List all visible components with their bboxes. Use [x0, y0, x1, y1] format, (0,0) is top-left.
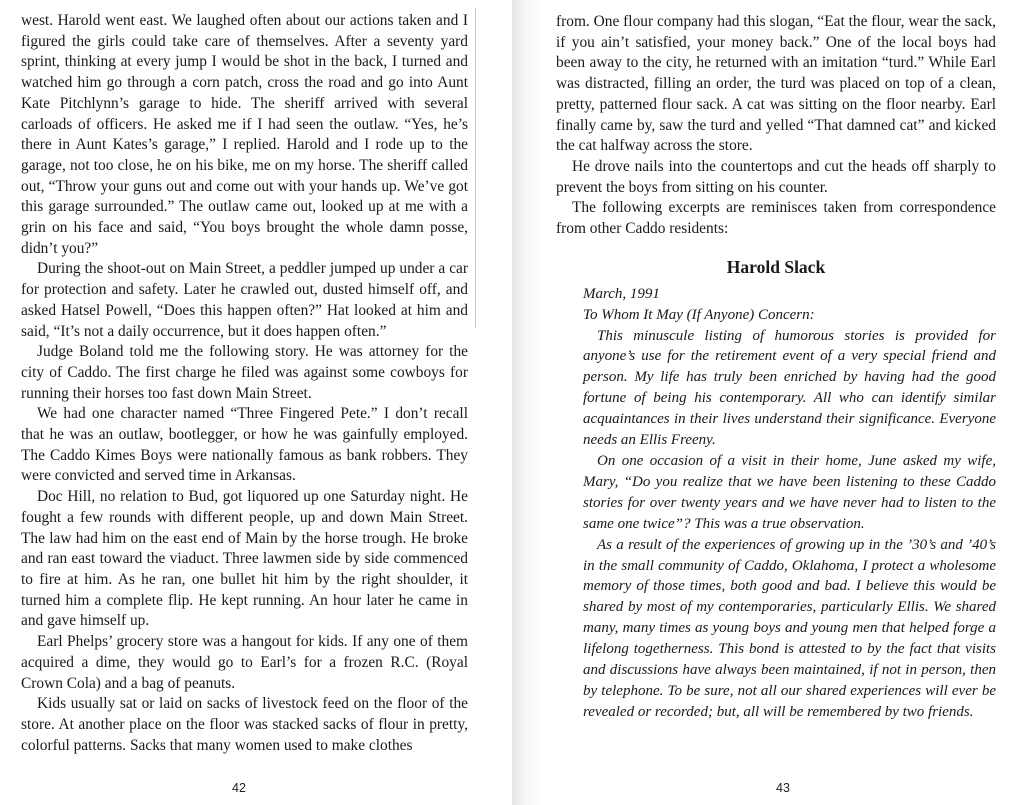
paragraph: west. Harold went east. We laughed often about our actions taken and I figured the girls could take care of themselves. After a seventy yard sprint, thinking at every jump I would be shot in the back, I turned and watched him go through a corn patch, cross the road and go into Aunt Kate Pitchlynn’s garage to hide. The sheriff arrived with several carloads of officers. He asked me if I had seen the outlaw. “Yes, he’s there in Aunt Kates’s garage,” I replied. Harold and I rode up to the garage, not too close, he on his bike, me on my horse. The sheriff called out, “Throw your guns out and come out with your hands up. We’ve got this garage surrounded.” The outlaw came out, looked up at me with a grin on his face and said, “You boys brought the whole damn posse, didn’t you?” — [21, 12, 468, 257]
paragraph: Kids usually sat or laid on sacks of livestock feed on the floor of the store. At another place on the floor was stacked sacks of flour in pretty, colorful patterns. Sacks that many women used to make clothes — [21, 695, 468, 754]
letter-excerpt — [583, 284, 996, 723]
paragraph: He drove nails into the countertops and cut the heads off sharply to prevent the boys from sitting on his counter. — [556, 157, 996, 196]
book-gutter — [512, 0, 542, 805]
paragraph: Doc Hill, no relation to Bud, got liquored up one Saturday night. He fought a few rounds with different people, up and down Main Street. The law had him on the east end of Main by the horse trough. He broke and ran east toward the viaduct. Three lawmen side by side commenced to fire at him. As he ran, one bullet hit him by the right shoulder, it turned him a complete flip. He kept running. An hour later he came in and gave himself up. — [21, 488, 468, 630]
right-page-text — [556, 12, 996, 723]
page-number: 42 — [232, 781, 246, 795]
right-page — [542, 0, 1024, 805]
page-number: 43 — [776, 781, 790, 795]
letter-paragraph: As a result of the experiences of growing up in the ’30’s and ’40’s in the small community of Caddo, Oklahoma, I protect a wholesome memory of those times, both good and bad. I believe this would be shared by most of my contemporaries, particularly Ellis. We shared many, many times as young boys and young men that helped forge a lifelong togetherness. This bond is attested to by the fact that visits and discussions have always been maintained, if not in person, then by telephone. To be sure, not all our shared experiences will ever be revealed or recorded; but, all will be remembered by two friends. — [583, 536, 996, 720]
paragraph: We had one character named “Three Fingered Pete.” I don’t recall that he was an outlaw, bootlegger, or how he was gainfully employed. The Caddo Kimes Boys were nationally famous as bank robbers. They were convicted and served time in Arkansas. — [21, 405, 468, 485]
paragraph: During the shoot-out on Main Street, a peddler jumped up under a car for protection and safety. Later he crawled out, dusted himself off, and asked Hatsel Powell, “Does this happen often?” Hat looked at him and said, “It’s not a daily occurrence, but it does happen often.” — [21, 260, 468, 340]
paragraph: from. One flour company had this slogan, “Eat the flour, wear the sack, if you ain’t satisfied, your money back.” One of the local boys had been away to the city, he returned with an imitation “turd.” While Earl was distracted, filling an order, the turd was placed on top of a clean, pretty, patterned flour sack. A cat was sitting on the floor nearby. Earl finally came by, saw the turd and yelled “That damned cat” and kicked the cat halfway across the store. — [556, 13, 996, 155]
paragraph: Earl Phelps’ grocery store was a hangout for kids. If any one of them acquired a dime, they would go to Earl’s for a frozen R.C. (Royal Crown Cola) and a bag of peanuts. — [21, 633, 468, 692]
left-page-text — [21, 11, 468, 756]
letter-salutation: To Whom It May (If Anyone) Concern: — [583, 306, 815, 323]
paragraph: Judge Boland told me the following story. He was attorney for the city of Caddo. The first charge he filed was against some cowboys for running their horses too fast down Main Street. — [21, 343, 468, 402]
letter-date: March, 1991 — [583, 285, 660, 302]
section-heading: Harold Slack — [726, 256, 826, 277]
paragraph: The following excerpts are reminisces taken from correspondence from other Caddo residents: — [556, 199, 996, 238]
letter-paragraph: On one occasion of a visit in their home, June asked my wife, Mary, “Do you realize that we have been listening to these Caddo stories for over twenty years and we have never had to listen to the same one twice”? This was a true observation. — [583, 452, 996, 532]
letter-paragraph: This minuscule listing of humorous stories is provided for anyone’s use for the retirement event of a very special friend and person. My life has truly been enriched by having had the good fortune of being his contemporary. All who can identify similar acquaintances in their lives understand their significance. Everyone needs an Ellis Freeny. — [583, 327, 996, 449]
